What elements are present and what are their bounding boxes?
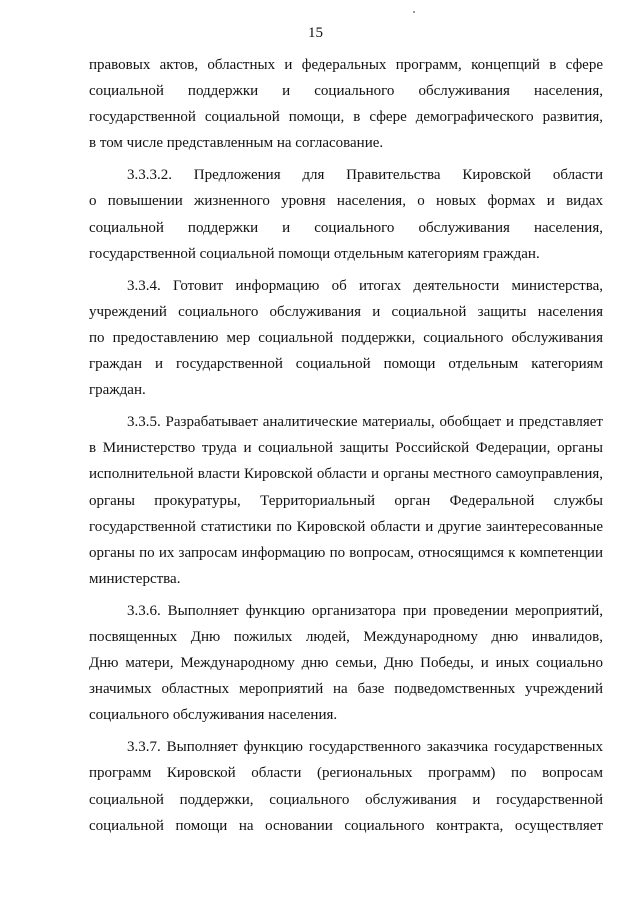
text-line: в Министерство труда и социальной защиты Российской Федерации, органы	[89, 440, 603, 457]
text-line: Дню матери, Международному дню семьи, Дню Победы, и иных социально	[89, 655, 603, 672]
paragraph	[89, 162, 603, 266]
text-line: граждан.	[89, 382, 146, 399]
text-line: социального обслуживания населения.	[89, 707, 338, 724]
text-line: граждан и государственной социальной помощи отдельным категориям	[89, 356, 603, 373]
text-line: социальной поддержки, социального обслуживания и государственной	[89, 791, 603, 808]
paragraph	[89, 273, 603, 403]
text-line: посвященных Дню пожилых людей, Международному дню инвалидов,	[89, 628, 603, 645]
text-line: о повышении жизненного уровня населения, о новых формах и видах	[89, 193, 603, 210]
text-line: учреждений социального обслуживания и социальной защиты населения	[89, 303, 603, 320]
page-number: 15	[308, 25, 323, 41]
text-line: 3.3.6. Выполняет функцию организатора при проведении мероприятий,	[127, 602, 603, 619]
text-line: 3.3.4. Готовит информацию об итогах деятельности министерства,	[127, 277, 603, 294]
paragraph	[89, 598, 603, 728]
text-line: 3.3.5. Разрабатывает аналитические материалы, обобщает и представляет	[127, 414, 603, 431]
text-line: органы по их запросам информацию по вопросам, относящимся к компетенции	[89, 544, 603, 561]
text-line: 3.3.3.2. Предложения для Правительства Кировской области	[127, 167, 603, 184]
text-line: правовых актов, областных и федеральных программ, концепций в сфере	[89, 57, 603, 73]
document-body	[89, 52, 603, 839]
text-line: исполнительной власти Кировской области и органы местного самоуправления,	[89, 466, 603, 483]
text-line: программ Кировской области (региональных программ) по вопросам	[89, 765, 603, 782]
paragraph	[89, 52, 603, 156]
text-line: государственной статистики по Кировской области и другие заинтересованные	[89, 518, 603, 535]
text-line: министерства.	[89, 570, 181, 587]
text-line: государственной социальной помощи, в сфере демографического развития,	[89, 109, 603, 126]
text-line: социальной поддержки и социального обслуживания населения,	[89, 83, 603, 100]
paragraph	[89, 734, 603, 838]
text-line: значимых областных мероприятий на базе подведомственных учреждений	[89, 681, 603, 698]
paragraph	[89, 409, 603, 592]
text-line: органы прокуратуры, Территориальный орган Федеральной службы	[89, 492, 603, 509]
text-line: государственной социальной помощи отдельным категориям граждан.	[89, 245, 540, 262]
text-line: социальной помощи на основании социального контракта, осуществляет	[89, 817, 603, 834]
text-line: по предоставлению мер социальной поддержки, социального обслуживания	[89, 329, 603, 346]
text-line: 3.3.7. Выполняет функцию государственного заказчика государственных	[127, 739, 603, 756]
text-line: социальной поддержки и социального обслуживания населения,	[89, 219, 603, 236]
text-line: в том числе представленным на согласование.	[89, 135, 384, 152]
scan-speck	[413, 11, 415, 13]
